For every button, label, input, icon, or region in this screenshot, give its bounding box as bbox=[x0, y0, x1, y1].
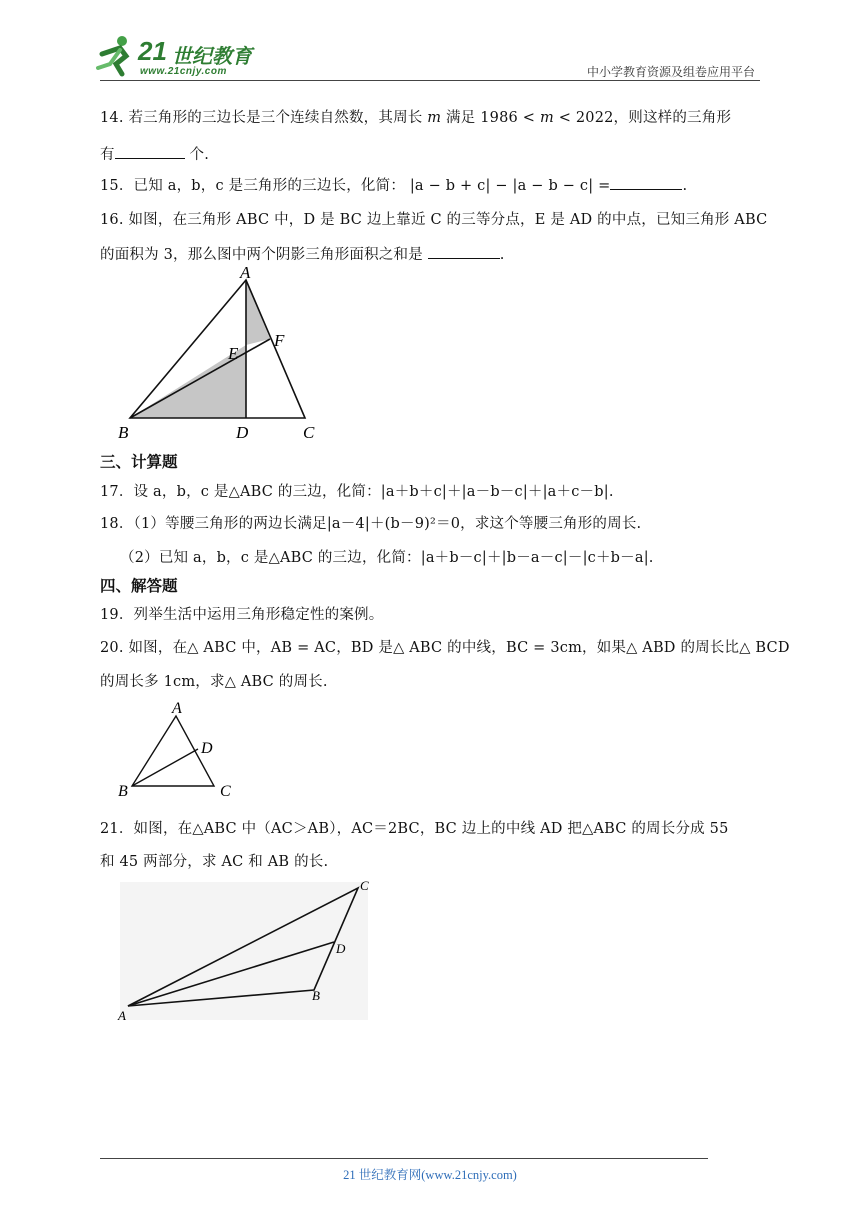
q17-line: 17．设 a，b，c 是△ABC 的三边，化简：|a＋b＋c|＋|a－b－c|＋|a＋c－b|. bbox=[100, 484, 614, 500]
q20-line2: 的周长多 1cm，求△ ABC 的周长. bbox=[100, 674, 328, 690]
q14-line1 bbox=[100, 106, 731, 127]
label-b: B bbox=[118, 783, 128, 800]
logo-url: www.21cnjy.com bbox=[140, 66, 227, 77]
label-d: D bbox=[336, 941, 346, 956]
runner-logo-icon bbox=[92, 34, 138, 78]
logo-number: 21 bbox=[138, 36, 167, 66]
footer-divider bbox=[100, 1158, 708, 1159]
q18-line1: 18．（1）等腰三角形的两边长满足|a－4|＋(b－9)²＝0，求这个等腰三角形的周长. bbox=[100, 516, 642, 532]
figure-q16 bbox=[110, 266, 350, 446]
q14-line2 bbox=[100, 143, 209, 164]
q14-ge: 个. bbox=[184, 147, 210, 163]
q14-text-c: < 2022，则这样的三角形 bbox=[553, 110, 732, 126]
section-4-title: 四、解答题 bbox=[100, 578, 178, 595]
label-c: C bbox=[220, 783, 231, 800]
q16-line2 bbox=[100, 243, 505, 264]
q16-answer-blank[interactable] bbox=[428, 244, 500, 259]
q14-answer-blank[interactable] bbox=[115, 144, 185, 159]
q21-line1: 21．如图，在△ABC 中（AC＞AB），AC＝2BC，BC 边上的中线 AD 把△ABC 的周长分成 55 bbox=[100, 821, 729, 837]
label-f: F bbox=[274, 331, 285, 350]
q14-text-b: 满足 1986 < bbox=[446, 110, 540, 126]
q16-period: . bbox=[499, 247, 505, 263]
footer-text: 21 世纪教育网(www.21cnjy.com) bbox=[343, 1168, 517, 1182]
label-a: A bbox=[118, 1008, 126, 1023]
label-e: E bbox=[228, 344, 239, 363]
header-logo bbox=[92, 34, 262, 78]
q16-line1: 16. 如图，在三角形 ABC 中，D 是 BC 边上靠近 C 的三等分点，E 是 AD 的中点，已知三角形 ABC bbox=[100, 212, 768, 228]
q14-you: 有 bbox=[100, 147, 115, 163]
q15-period: . bbox=[682, 178, 688, 194]
q15-text: 15．已知 a，b，c 是三角形的三边长，化简： |a − b + c| − |a − b − c| = bbox=[100, 178, 611, 194]
q14-text-a: 14. 若三角形的三边长是三个连续自然数，其周长 bbox=[100, 110, 423, 126]
median-bd bbox=[132, 749, 198, 786]
q14-var-m: m bbox=[427, 110, 442, 126]
q20-line1: 20. 如图，在△ ABC 中，AB = AC，BD 是△ ABC 的中线，BC = 3cm，如果△ ABD 的周长比△ BCD bbox=[100, 640, 790, 656]
q18-line2: （2）已知 a，b，c 是△ABC 的三边，化简：|a＋b－c|＋|b－a－c|－|c＋b－a|. bbox=[120, 550, 654, 566]
label-c: C bbox=[303, 423, 315, 442]
header-divider bbox=[100, 80, 760, 81]
label-a: A bbox=[172, 700, 182, 717]
label-b: B bbox=[312, 988, 320, 1003]
q15-line bbox=[100, 174, 687, 195]
figure-q21 bbox=[112, 876, 372, 1026]
label-d: D bbox=[201, 740, 213, 757]
section-3-title: 三、计算题 bbox=[100, 454, 178, 471]
q21-line2: 和 45 两部分，求 AC 和 AB 的长. bbox=[100, 854, 329, 870]
header-platform-name: 中小学教育资源及组卷应用平台 bbox=[586, 65, 755, 79]
label-b: B bbox=[118, 423, 129, 442]
q19-line: 19．列举生活中运用三角形稳定性的案例。 bbox=[100, 607, 384, 623]
q14-var-m2: m bbox=[539, 110, 554, 126]
logo-cn: 世纪教育 bbox=[172, 46, 252, 68]
label-d: D bbox=[236, 423, 249, 442]
label-a: A bbox=[240, 266, 251, 282]
q16-text: 的面积为 3，那么图中两个阴影三角形面积之和是 bbox=[100, 247, 423, 263]
figure-q20 bbox=[112, 700, 242, 800]
label-c: C bbox=[360, 878, 369, 893]
q15-answer-blank[interactable] bbox=[610, 175, 682, 190]
